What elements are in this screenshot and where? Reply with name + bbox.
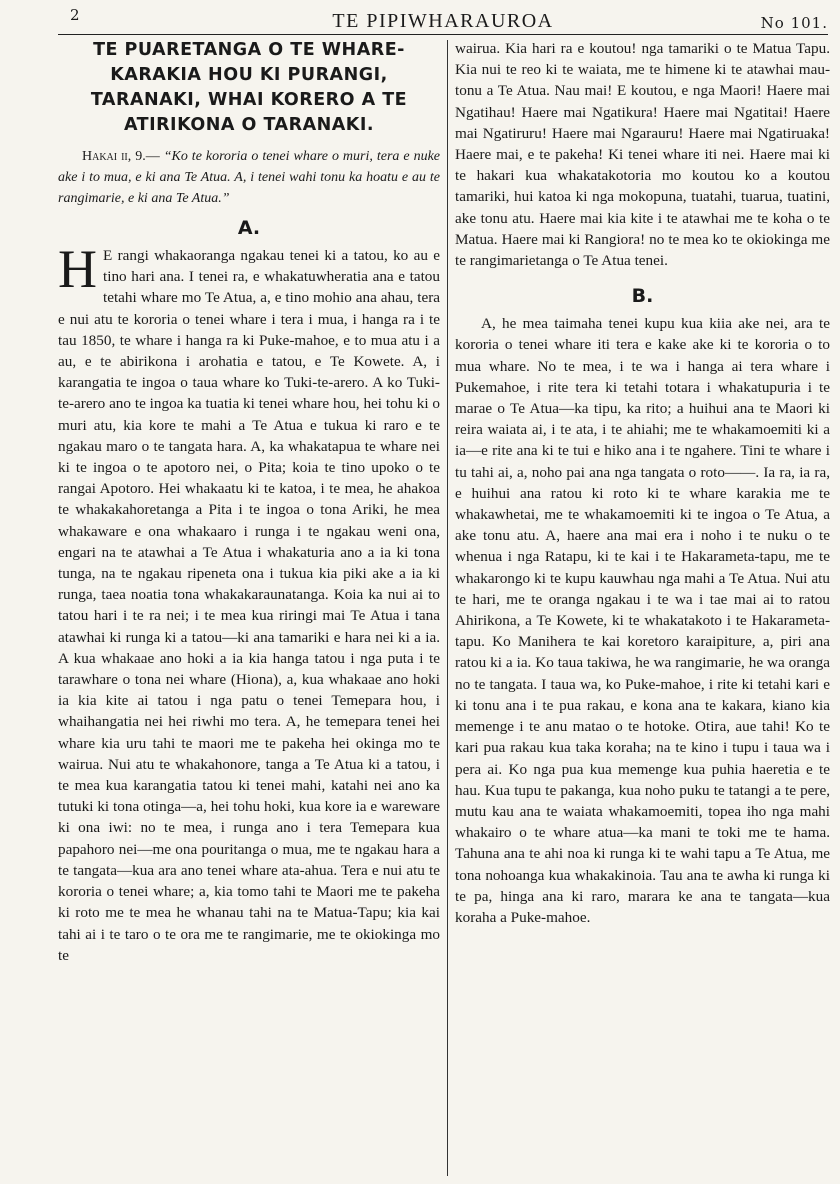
section-a-text: E rangi whakaoranga ngakau tenei ki a tatou, ko au e tino hari ana. I tenei ra, e whakatuwheratia ana e tatou tetahi whare mo Te Atua, a, e tino mohio ana ahau, tera e nui atu te kororia o tenei whare i tera i mua, i hanga ra i te tau 1850, te whare i hanga ra ki Puke-mahoe, e to mua atu i a au, e te abirikona i arohatia e tatou, e Te Kowete. A, i karangatia te ingoa o taua whare ko Tuki-te-arero. A ko Tuki-te-arero ano te ingoa ka tuatia ki tenei whare hou, hei tohu ki o muri atu, kia kore te mahi a Te Atua e tukua ki raro e te ngakau maro o te tangata hara. A, ka whakatapua te whare nei ki te ingoa o te apotoro nei, o Pita; koia te tino upoko o te rangai Apotoro. Hei whakaatu ki te katoa, i te mea, he ahakoa te whakakahoretanga a Pita i te ingoa o tona Ariki, he mea whakaware e ona whakaaro i runga i te ngakau weni ona, engari na te atawhai a Te Atua i whakaturia ano a ia ki tona tunga, na te ngakau ripeneta ona i tukua kia piki ake a ia ki runga, taea noatia tona whakakaraunatanga. Koia ka nui ai to tatou hari i te ra nei; i te mea kua riringi mai Te Atua i tana atawhai ki runga ki a tatou—ki ana tamariki e hara nei ki a ia. A kua whakaae ano hoki a ia kia hanga tatou i nga puta i te tarawhare o tona nei whare (Hiona), a, kua whakaae ano hoki ia kia kite ai tatou i nga patu o tenei Temepara hou, i whaihangatia nei hei riwhi mo tera. A, he temepara tenei hei whare kia uru tahi te maori me te pakeha hei okinga mo te wairua. Nui atu te whakahonore, tanga a Te Atua ki a tatou, i te mea kua karangatia tatou ki tenei mahi, katahi nei ano ka tutuki ki tona otinga—a, hei tohu hoki, kua kore ia e wareware ki ona iwi: no te mea, i runga ano i tera Temepara kua papahoro nei—me ona pouritanga o mua, me te ngakau hara a te tangata—kua ara ano tenei whare ata-ahua. Tera e nui atu te kororia o tenei whare; a, kia tomo tahi te Maori me te pakeha ki roto me te mea he whanau tahi na te Matua-Tapu; kia kai tahi ai i te taro o te ora me te rangimarie, me te okiokinga mo te	[58, 247, 440, 964]
section-a-continuation: wairua. Kia hari ra e koutou! nga tamariki o te Matua Tapu. Kia nui te reo ki te waiata, me te himene ki te atawhai mau-tonu a Te Atua. Nau mai! E koutou, e nga Maori! Haere mai Ngatihau! Haere mai Ngatikura! Haere mai Ngatitai! Haere mai Ngatiruru! Haere mai Ngarauru! Haere mai Ngatiruaka! Haere mai, e te pakeha! Ki tenei whare iti nei. Haere mai ki te hakari kua whakatakotoria mo koutou ko a koutou tamariki, hui katoa ki nga mokopuna, tuatahi, tuarua, tuatini, ake tonu atu. Haere mai kia kite i te atawhai me te koha o te Matua. Haere mai ki Rangiora! no te mea ko te okiokinga me te rangimarietanga o Te Atua tenei.	[455, 40, 830, 270]
article-title: TE PUARETANGA O TE WHARE-KARAKIA HOU KI PURANGI, TARANAKI, WHAI KORERO A TE ATIRIKONA O TARANAKI.	[90, 40, 408, 135]
epigraph	[58, 146, 440, 209]
page-number: 2	[70, 6, 80, 24]
epigraph-reference: Hakai ii, 9.—	[82, 149, 160, 164]
right-column	[455, 38, 830, 928]
page-header	[58, 4, 828, 35]
section-b-paragraph: A, he mea taimaha tenei kupu kua kiia ake nei, ara te kororia o tenei whare iti tera e kake ake ki te kororia o to mua whare. No te mea, i te wa i hanga ai tera whare i Pukemahoe, i rite tera ki tetahi totara i whakatupuria i te marae o Te Atua—ka tipu, ka rito; a huihui ana te Maori ki reira waiata ai, i te ata, i te ahiahi; me te whakamoemiti ki a ia—e rite ana ki te tui e hiko ana i te ngahere. Tini te whare i tu tahi ai, a, noho pai ana nga tangata o roto——. Ia ra, ia ra, e huihui ana ratou ki roto ki te whare karakia me te whakawhetai, me te whakamoemiti ki te ingoa o Te Atua, a ake tonu atu. A, haere ana mai era i noho i te nuku o te whenua i nga Ratapu, ki te kai i te Hakarameta-tapu, me te whakarongo ki te kupu kauwhau nga mahi a Te Atua. Nui atu te hari, me te oranga ngakau i te wa i tae mai ai to ratou Ahirikona, a Te Kowete, ki te whakatakoto i te Hakarameta-tapu. Ko Manihera te kai koretoro karaipiture, a, piri ana ratou ki a ia. Ko taua takiwa, he wa rangimarie, he wa oranga no te tangata. I taua wa, ko Puke-mahoe, i rite ki tetahi kari e ki tonu ana i te pua rakau, e kona ana te kakara, kiano kia memenge i te anu matao o te hotoke. Otira, aue tahi! Ko te kari pua rakau kua taka koraha; na te kino i tupu i taua wa i pera ai. Ko nga pua kua memenge kua puhia haeretia e te hau. Kua tupu te pakanga, kua noho puku te tatangi a te pere, mutu kau ana te waiata whakamoemiti, topea iho nga mahi whakairo o te whare atua—ka mani te toki me te hama. Tahuna ana te ahi noa ki runga ki te wahi tapu a Te Atua, me tona nohoanga kua whakakinoia. Tau ana te awha ki runga ki te pa, hinga ana ki raro, marara ke ana te tangata—kua koraha a Puke-mahoe.	[455, 315, 830, 926]
epigraph-quote: “Ko te kororia o tenei whare o muri, tera e nuke ake i to mua, e ki ana Te Atua. A, i tenei wahi tonu ka hoatu e au te rangimarie, e ki ana Te Atua.”	[58, 149, 440, 206]
section-heading-b: B.	[631, 285, 654, 308]
section-heading-a: A.	[237, 217, 261, 239]
masthead-title: TE PIPIWHARAUROA	[332, 10, 554, 32]
left-column	[58, 38, 440, 966]
issue-number: No 101.	[760, 14, 828, 32]
column-divider	[447, 40, 448, 1176]
drop-cap: H	[58, 239, 97, 299]
section-a-paragraph	[58, 239, 440, 966]
